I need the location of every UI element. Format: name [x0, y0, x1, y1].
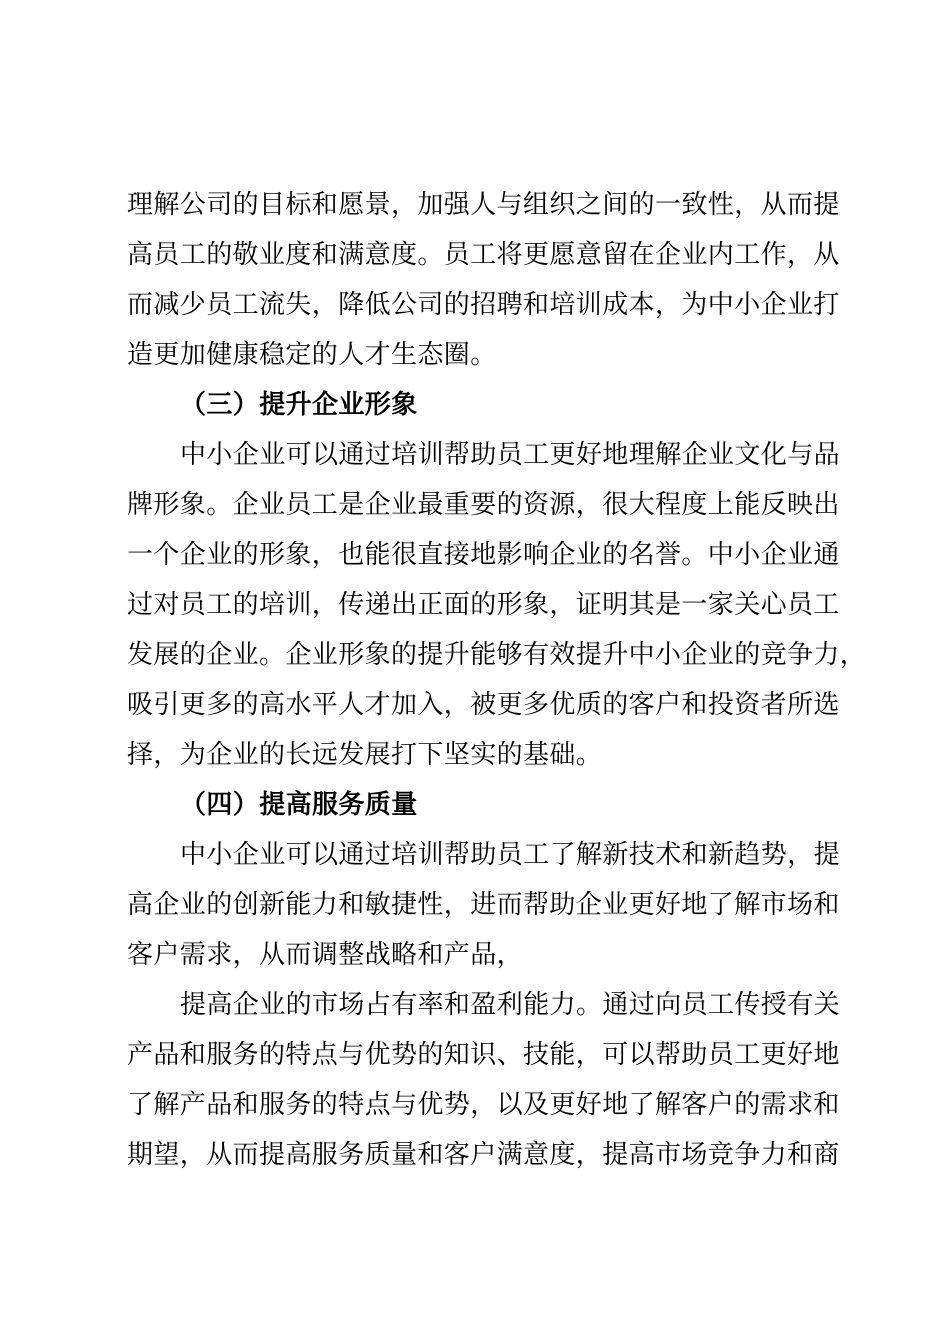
paragraph-line: 中小企业可以通过培训帮助员工了解新技术和新趋势，提 [180, 840, 841, 870]
paragraph-line: 一个企业的形象，也能很直接地影响企业的名誉。中小企业通 [127, 540, 840, 570]
paragraph-line: 高员工的敬业度和满意度。员工将更愿意留在企业内工作，从 [127, 240, 840, 270]
paragraph-line: 理解公司的目标和愿景，加强人与组织之间的一致性，从而提 [127, 190, 840, 220]
paragraph-line: 产品和服务的特点与优势的知识、技能，可以帮助员工更好地 [127, 1040, 840, 1070]
paragraph-line: 了解产品和服务的特点与优势，以及更好地了解客户的需求和 [127, 1090, 840, 1120]
paragraph-line: 吸引更多的高水平人才加入，被更多优质的客户和投资者所选 [127, 690, 840, 720]
paragraph-line: 而减少员工流失，降低公司的招聘和培训成本，为中小企业打 [127, 290, 840, 320]
paragraph-line: 牌形象。企业员工是企业最重要的资源，很大程度上能反映出 [127, 490, 840, 520]
paragraph-line: 择，为企业的长远发展打下坚实的基础。 [127, 740, 603, 770]
paragraph-line: 客户需求，从而调整战略和产品， [127, 940, 524, 970]
paragraph-line: 高企业的创新能力和敏捷性，进而帮助企业更好地了解市场和 [127, 890, 840, 920]
paragraph-line: 中小企业可以通过培训帮助员工更好地理解企业文化与品 [180, 440, 841, 470]
paragraph-line: 期望，从而提高服务质量和客户满意度，提高市场竞争力和商 [127, 1140, 840, 1170]
paragraph-line: 过对员工的培训，传递出正面的形象，证明其是一家关心员工 [127, 590, 840, 620]
section-heading-4: （四）提高服务质量 [180, 790, 418, 820]
section-heading-3: （三）提升企业形象 [180, 390, 418, 420]
paragraph-line: 造更加健康稳定的人才生态圈。 [127, 340, 497, 370]
paragraph-line: 提高企业的市场占有率和盈利能力。通过向员工传授有关 [180, 990, 841, 1020]
paragraph-line: 发展的企业。企业形象的提升能够有效提升中小企业的竞争力， [127, 640, 867, 670]
